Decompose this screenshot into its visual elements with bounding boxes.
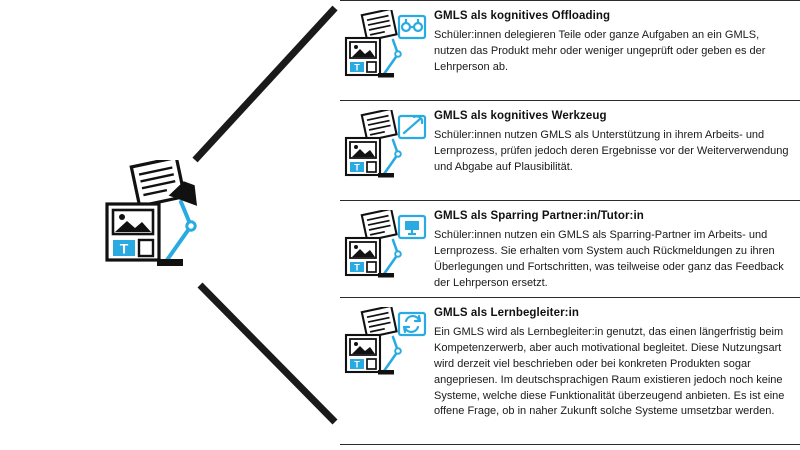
row-body: Ein GMLS wird als Lernbegleiter:in genutzt, das einen längerfristig beim Kompetenzerwerb, aber auch motivational begleitet. Diese Nutzungsart wird derzeit viel beschrieben oder bei konkreten Produkten sogar angepriesen. Im deutschsprachigen Raum existieren jedoch noch keine Systeme, welche diese Funktionalität überzeugend anbieten. Es ist eine offene Frage, ob in naher Zukunft solche Systeme umsetzbar werden. xyxy=(434,325,785,418)
svg-text:T: T xyxy=(354,62,360,73)
row-body: Schüler:innen nutzen GMLS als Unterstützung in ihrem Arbeits- und Lernprozess, prüfen jedoch deren Ergebnisse vor der Weiterverwendung und Abgabe auf Plausibilität. xyxy=(434,128,789,173)
row-text xyxy=(434,305,792,420)
lamp-with-hammer-tool-icon xyxy=(342,110,430,182)
nutzungsarten-list xyxy=(340,0,800,450)
row-text xyxy=(434,8,792,76)
connector-line-upper xyxy=(195,8,335,160)
desk-lamp-with-document-icon xyxy=(95,160,225,275)
row-text xyxy=(434,208,792,292)
list-item[interactable] xyxy=(340,0,800,100)
lamp-with-cognitive-offloading-icon xyxy=(342,10,430,82)
lamp-with-presentation-board-icon xyxy=(342,210,430,282)
svg-text:T: T xyxy=(354,262,360,273)
connector-line-lower xyxy=(200,285,335,422)
svg-text:T: T xyxy=(119,240,129,257)
row-text xyxy=(434,108,792,176)
svg-text:T: T xyxy=(354,359,360,370)
svg-text:T: T xyxy=(354,162,360,173)
list-item[interactable] xyxy=(340,100,800,200)
row-body: Schüler:innen delegieren Teile oder ganze Aufgaben an ein GMLS, nutzen das Produkt mehr oder weniger ungeprüft oder geben es der Lehrperson ab. xyxy=(434,28,766,73)
list-item[interactable] xyxy=(340,297,800,445)
row-title: GMLS als Lernbegleiter:in xyxy=(434,307,579,319)
list-item[interactable] xyxy=(340,200,800,297)
row-body: Schüler:innen nutzen ein GMLS als Sparring-Partner im Arbeits- und Lernprozess. Sie erhalten vom System auch Rückmeldungen zu ihren Überlegungen und Fortschritten, was teilweise oder ganz das Feedback der Lehrperson ersetzt. xyxy=(434,228,784,289)
row-title: GMLS als Sparring Partner:in/Tutor:in xyxy=(434,210,644,222)
row-title: GMLS als kognitives Offloading xyxy=(434,10,611,22)
lamp-with-cycle-arrows-icon xyxy=(342,307,430,379)
row-title: GMLS als kognitives Werkzeug xyxy=(434,110,607,122)
